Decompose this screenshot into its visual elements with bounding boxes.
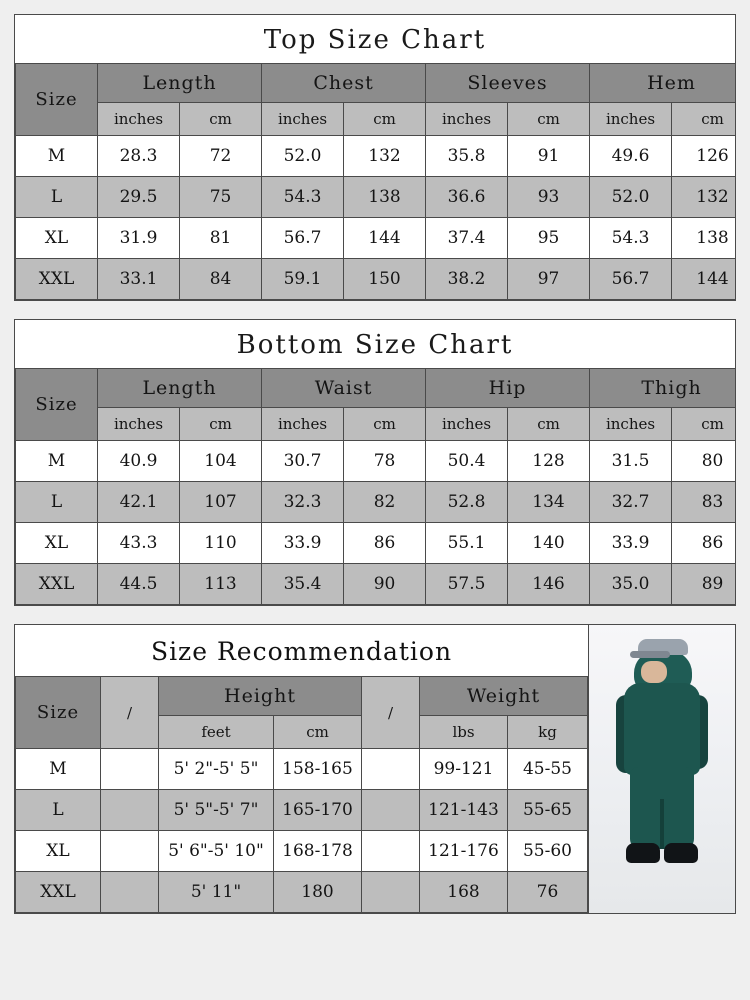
header-slash-1: / — [101, 677, 159, 749]
cell: 90 — [344, 564, 426, 605]
cell: 134 — [508, 482, 590, 523]
cell: 42.1 — [98, 482, 180, 523]
header-unit: cm — [508, 408, 590, 441]
cell: 52.8 — [426, 482, 508, 523]
cell: 138 — [344, 177, 426, 218]
cell: 128 — [508, 441, 590, 482]
table-row — [16, 482, 737, 523]
table-unit-row — [16, 408, 737, 441]
cell: 158-165 — [274, 749, 362, 790]
table-row — [16, 218, 737, 259]
cell: 36.6 — [426, 177, 508, 218]
cell: 5' 11" — [159, 872, 274, 913]
table-header-row — [16, 369, 737, 408]
row-size-label: M — [16, 136, 98, 177]
header-unit: cm — [180, 408, 262, 441]
row-size-label: XXL — [16, 872, 101, 913]
cell: 30.7 — [262, 441, 344, 482]
table-row — [16, 564, 737, 605]
cell: 33.1 — [98, 259, 180, 300]
header-unit: kg — [508, 716, 588, 749]
cell: 75 — [180, 177, 262, 218]
cell: 95 — [508, 218, 590, 259]
cell: 32.7 — [590, 482, 672, 523]
cap-brim-shape — [630, 651, 670, 658]
table-row — [16, 523, 737, 564]
row-size-label: XL — [16, 218, 98, 259]
header-unit: inches — [262, 103, 344, 136]
cell: 72 — [180, 136, 262, 177]
row-size-label: XXL — [16, 259, 98, 300]
cell: 55-60 — [508, 831, 588, 872]
size-recommendation-title: Size Recommendation — [150, 637, 453, 666]
row-size-label: L — [16, 790, 101, 831]
cell: 45-55 — [508, 749, 588, 790]
header-unit: cm — [274, 716, 362, 749]
header-unit: cm — [672, 103, 736, 136]
header-unit: cm — [180, 103, 262, 136]
header-unit: inches — [98, 408, 180, 441]
cell: 52.0 — [262, 136, 344, 177]
cell: 144 — [344, 218, 426, 259]
cell: 5' 5"-5' 7" — [159, 790, 274, 831]
cell: 38.2 — [426, 259, 508, 300]
cell: 144 — [672, 259, 736, 300]
table-header-row — [16, 64, 737, 103]
header-unit: cm — [344, 408, 426, 441]
cell: 56.7 — [590, 259, 672, 300]
cell: 31.5 — [590, 441, 672, 482]
header-group-sleeves: Sleeves — [426, 64, 590, 103]
cell: 31.9 — [98, 218, 180, 259]
size-recommendation-left — [15, 625, 588, 913]
row-size-label: XXL — [16, 564, 98, 605]
bottom-size-chart-table — [15, 368, 736, 605]
size-recommendation-card — [14, 624, 736, 914]
cell: 150 — [344, 259, 426, 300]
table-row — [16, 441, 737, 482]
header-unit: inches — [262, 408, 344, 441]
face-shape — [641, 661, 667, 683]
cell-spacer — [362, 831, 420, 872]
cell: 140 — [508, 523, 590, 564]
table-row — [16, 177, 737, 218]
cell: 59.1 — [262, 259, 344, 300]
cell: 32.3 — [262, 482, 344, 523]
table-row — [16, 790, 588, 831]
header-unit: inches — [98, 103, 180, 136]
cell: 83 — [672, 482, 736, 523]
table-row — [16, 259, 737, 300]
cell: 80 — [672, 441, 736, 482]
cell: 54.3 — [590, 218, 672, 259]
cell: 86 — [672, 523, 736, 564]
cell: 121-143 — [420, 790, 508, 831]
cell: 37.4 — [426, 218, 508, 259]
cell: 35.0 — [590, 564, 672, 605]
cell: 33.9 — [262, 523, 344, 564]
cell: 52.0 — [590, 177, 672, 218]
cell: 5' 2"-5' 5" — [159, 749, 274, 790]
cell: 132 — [344, 136, 426, 177]
row-size-label: M — [16, 749, 101, 790]
table-row — [16, 136, 737, 177]
cell: 138 — [672, 218, 736, 259]
header-size: Size — [16, 369, 98, 441]
header-slash-2: / — [362, 677, 420, 749]
header-unit: feet — [159, 716, 274, 749]
jacket-shape — [624, 683, 700, 775]
right-boot-shape — [664, 843, 698, 863]
header-size: Size — [16, 677, 101, 749]
cell: 49.6 — [590, 136, 672, 177]
cell: 104 — [180, 441, 262, 482]
top-size-chart-title: Top Size Chart — [263, 25, 487, 55]
header-unit: cm — [344, 103, 426, 136]
left-boot-shape — [626, 843, 660, 863]
cell-spacer — [362, 790, 420, 831]
header-group-height: Height — [159, 677, 362, 716]
cell: 121-176 — [420, 831, 508, 872]
cell: 168 — [420, 872, 508, 913]
header-group-length: Length — [98, 369, 262, 408]
cell: 107 — [180, 482, 262, 523]
cell: 28.3 — [98, 136, 180, 177]
cell-spacer — [362, 872, 420, 913]
cell: 110 — [180, 523, 262, 564]
cell: 180 — [274, 872, 362, 913]
cell: 76 — [508, 872, 588, 913]
cell: 44.5 — [98, 564, 180, 605]
header-unit: lbs — [420, 716, 508, 749]
header-unit: inches — [590, 408, 672, 441]
product-photo — [588, 625, 735, 913]
cell: 168-178 — [274, 831, 362, 872]
cell: 86 — [344, 523, 426, 564]
cell-spacer — [101, 790, 159, 831]
cell: 89 — [672, 564, 736, 605]
cell: 146 — [508, 564, 590, 605]
cell: 97 — [508, 259, 590, 300]
row-size-label: XL — [16, 831, 101, 872]
model-figure-icon — [608, 639, 716, 871]
cell: 5' 6"-5' 10" — [159, 831, 274, 872]
header-group-weight: Weight — [420, 677, 588, 716]
cell: 55.1 — [426, 523, 508, 564]
header-size: Size — [16, 64, 98, 136]
cell: 91 — [508, 136, 590, 177]
size-recommendation-wrapper — [15, 625, 735, 913]
cell: 78 — [344, 441, 426, 482]
table-row — [16, 872, 588, 913]
header-unit: cm — [508, 103, 590, 136]
cell: 55-65 — [508, 790, 588, 831]
top-size-chart-card — [14, 14, 736, 301]
cell: 165-170 — [274, 790, 362, 831]
cell: 40.9 — [98, 441, 180, 482]
cell: 56.7 — [262, 218, 344, 259]
cell: 57.5 — [426, 564, 508, 605]
cell-spacer — [362, 749, 420, 790]
cell: 33.9 — [590, 523, 672, 564]
cell: 54.3 — [262, 177, 344, 218]
header-unit: inches — [426, 408, 508, 441]
header-group-thigh: Thigh — [590, 369, 736, 408]
header-group-length: Length — [98, 64, 262, 103]
cell: 113 — [180, 564, 262, 605]
cell: 93 — [508, 177, 590, 218]
table-unit-row — [16, 103, 737, 136]
size-recommendation-table — [15, 676, 588, 913]
top-size-chart-table — [15, 63, 736, 300]
table-row — [16, 831, 588, 872]
cell-spacer — [101, 749, 159, 790]
row-size-label: L — [16, 482, 98, 523]
photo-background — [589, 625, 735, 913]
cell: 132 — [672, 177, 736, 218]
row-size-label: L — [16, 177, 98, 218]
header-unit: cm — [672, 408, 736, 441]
leg-split-shape — [660, 799, 664, 849]
header-group-hip: Hip — [426, 369, 590, 408]
header-unit: inches — [590, 103, 672, 136]
bottom-size-chart-title: Bottom Size Chart — [236, 330, 514, 360]
bottom-size-chart-card — [14, 319, 736, 606]
cell: 99-121 — [420, 749, 508, 790]
table-row — [16, 749, 588, 790]
header-unit: inches — [426, 103, 508, 136]
cell: 84 — [180, 259, 262, 300]
cell: 29.5 — [98, 177, 180, 218]
cell: 81 — [180, 218, 262, 259]
cell-spacer — [101, 831, 159, 872]
cell: 126 — [672, 136, 736, 177]
header-group-waist: Waist — [262, 369, 426, 408]
cell: 35.4 — [262, 564, 344, 605]
cell: 43.3 — [98, 523, 180, 564]
cell: 82 — [344, 482, 426, 523]
cell-spacer — [101, 872, 159, 913]
cell: 35.8 — [426, 136, 508, 177]
header-group-chest: Chest — [262, 64, 426, 103]
row-size-label: XL — [16, 523, 98, 564]
cell: 50.4 — [426, 441, 508, 482]
table-header-row — [16, 677, 588, 716]
row-size-label: M — [16, 441, 98, 482]
header-group-hem: Hem — [590, 64, 736, 103]
